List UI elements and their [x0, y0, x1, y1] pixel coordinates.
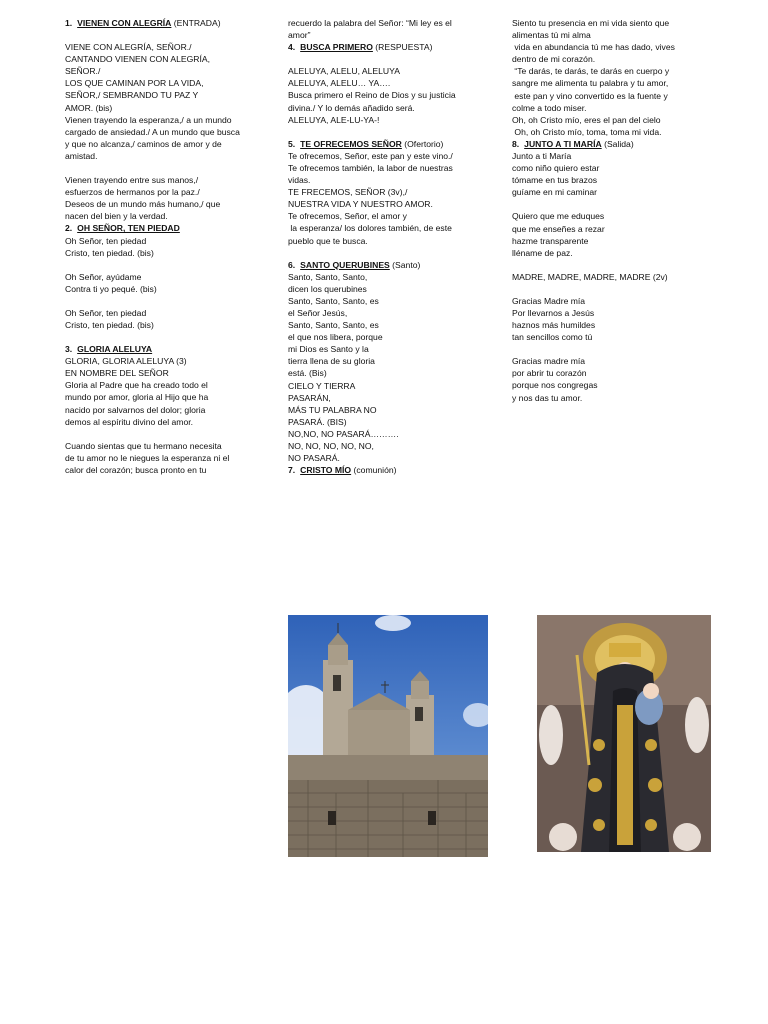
lyric-line: Cristo, ten piedad. (bis): [65, 319, 154, 330]
lyric-line: Deseos de un mundo más humano,/ que: [65, 199, 221, 210]
column-2: [288, 17, 480, 476]
lyric-line: TE FRECEMOS, SEÑOR (3v),/: [288, 187, 408, 198]
spacer: [65, 162, 260, 174]
lyric-line: Oh Señor, ten piedad: [65, 235, 147, 246]
lyric-line: NUESTRA VIDA Y NUESTRO AMOR.: [288, 199, 433, 210]
song-heading: [65, 222, 260, 234]
lyric-line: de tu amor no le niegues la esperanza ni el: [65, 452, 230, 463]
spacer: [65, 259, 260, 271]
lyric-line: recuerdo la palabra del Señor: “Mi ley es el: [288, 18, 452, 28]
lyric-line: esfuerzos de hermanos por la paz./: [65, 187, 200, 198]
song-heading: [512, 138, 712, 150]
spacer: [512, 259, 712, 271]
lyric-line: SEÑOR./: [65, 66, 101, 77]
lyric-line: amor”: [288, 30, 311, 41]
lyric-line: LOS QUE CAMINAN POR LA VIDA,: [65, 78, 204, 89]
song-number: 2.: [65, 223, 73, 234]
lyric-line: Santo, Santo, Santo, es: [288, 295, 379, 306]
lyric-line: Oh, oh Cristo mío, eres el pan del cielo: [512, 114, 661, 125]
song-part-note: (RESPUESTA): [375, 42, 433, 53]
song-number: 1.: [65, 18, 73, 28]
lyric-line: vida en abundancia tú me has dado, vives: [512, 42, 675, 53]
lyric-line: GLORIA, GLORIA ALELUYA (3): [65, 356, 187, 367]
song-title: JUNTO A TI MARÍA: [524, 138, 602, 149]
spacer: [512, 283, 712, 295]
song-number: 8.: [512, 138, 520, 149]
lyric-line: colme a todo miser.: [512, 102, 587, 113]
song-heading: [288, 138, 480, 150]
lyric-line: mi Dios es Santo y la: [288, 344, 369, 355]
column-1: [65, 17, 260, 476]
lyric-line: Santo, Santo, Santo,: [288, 271, 368, 282]
lyric-line: MADRE, MADRE, MADRE, MADRE (2v): [512, 271, 668, 282]
lyric-line: Oh Señor, ten piedad: [65, 307, 147, 318]
lyric-line: Santo, Santo, Santo, es: [288, 320, 379, 331]
lyric-line: y que no alcanza,/ caminos de amor y de: [65, 138, 222, 149]
lyric-line: el Señor Jesús,: [288, 307, 348, 318]
lyric-line: tómame en tus brazos: [512, 175, 598, 186]
spacer: [65, 428, 260, 440]
lyric-line: SEÑOR,/ SEMBRANDO TU PAZ Y: [65, 90, 199, 101]
lyric-line: PASARÁN,: [288, 392, 331, 403]
lyric-line: lléname de paz.: [512, 247, 573, 258]
spacer: [65, 331, 260, 343]
lyric-line: Te ofrecemos, Señor, el amor y: [288, 211, 407, 222]
lyric-line: CANTANDO VIENEN CON ALEGRÍA,: [65, 54, 211, 65]
lyric-line: Vienen trayendo la esperanza,/ a un mundo: [65, 114, 232, 125]
song-number: 6.: [288, 259, 296, 270]
lyric-line: NO,NO, NO PASARÁ……….: [288, 428, 399, 439]
lyric-line: PASARÁ. (BIS): [288, 416, 347, 427]
song-title: VIENEN CON ALEGRÍA: [77, 18, 172, 28]
lyric-line: AMOR. (bis): [65, 102, 113, 113]
lyric-line: como niño quiero estar: [512, 163, 600, 174]
lyric-line: alimentas tú mi alma: [512, 30, 591, 41]
lyric-line: porque nos congregas: [512, 380, 598, 391]
lyric-line: NO PASARÁ.: [288, 453, 340, 464]
lyric-line: cargado de ansiedad./ A un mundo que busca: [65, 126, 240, 137]
virgin-statue-photo: [537, 615, 711, 852]
lyric-line: Cristo, ten piedad. (bis): [65, 247, 154, 258]
lyric-line: tan sencillos como tú: [512, 332, 593, 343]
lyric-line: la esperanza/ los dolores también, de este: [288, 223, 452, 234]
lyric-line: está. (Bis): [288, 368, 327, 379]
lyric-line: MÁS TU PALABRA NO: [288, 404, 377, 415]
lyric-line: Contra ti yo pequé. (bis): [65, 283, 157, 294]
song-part-note: (Ofertorio): [404, 138, 444, 149]
song-title: OH SEÑOR, TEN PIEDAD: [77, 223, 180, 234]
song-heading: [65, 17, 260, 29]
lyric-line: Gloria al Padre que ha creado todo el: [65, 380, 208, 391]
song-number: 5.: [288, 138, 296, 149]
lyric-line: amistad.: [65, 150, 98, 161]
song-title: GLORIA ALELUYA: [77, 344, 153, 355]
lyric-line: pueblo que te busca.: [288, 235, 368, 246]
lyric-line: y nos das tu amor.: [512, 392, 583, 403]
lyric-line: demos al espíritu divino del amor.: [65, 416, 194, 427]
spacer: [288, 126, 480, 138]
song-number: 3.: [65, 344, 73, 355]
lyric-line: VIENE CON ALEGRÍA, SEÑOR./: [65, 42, 192, 53]
lyric-line: ALELUYA, ALELU, ALELUYA: [288, 66, 400, 77]
song-heading: [288, 259, 480, 271]
lyric-line: Te ofrecemos, Señor, este pan y este vino./: [288, 150, 453, 161]
lyric-line: Cuando sientas que tu hermano necesita: [65, 440, 222, 451]
spacer: [65, 295, 260, 307]
spacer: [512, 198, 712, 210]
lyric-line: calor del corazón; busca pronto en tu: [65, 464, 207, 475]
lyric-line: mundo por amor, gloria al Hijo que ha: [65, 392, 209, 403]
lyric-line: Gracias Madre mía: [512, 295, 586, 306]
spacer: [512, 343, 712, 355]
song-part-note: (Santo): [392, 259, 421, 270]
lyric-line: Junto a ti María: [512, 151, 572, 162]
song-part-note: (Salida): [604, 138, 634, 149]
lyric-line: que me enseñes a rezar: [512, 223, 605, 234]
song-title: SANTO QUERUBINES: [300, 259, 390, 270]
lyric-line: nacen del bien y la verdad.: [65, 211, 168, 222]
song-heading: [288, 41, 480, 53]
lyric-line: Gracias madre mía: [512, 356, 586, 367]
spacer: [288, 53, 480, 65]
lyric-line: EN NOMBRE DEL SEÑOR: [65, 368, 169, 379]
song-title: TE OFRECEMOS SEÑOR: [300, 138, 402, 149]
song-title: CRISTO MÍO: [300, 465, 352, 476]
lyric-line: tierra llena de su gloria: [288, 356, 375, 367]
song-part-note: (ENTRADA): [173, 18, 221, 28]
lyric-line: divina./ Y lo demás añadido será.: [288, 102, 415, 113]
lyric-line: Te ofrecemos también, la labor de nuestras: [288, 162, 453, 173]
lyric-line: este pan y vino convertido es la fuente y: [512, 90, 668, 101]
song-title: BUSCA PRIMERO: [300, 42, 373, 53]
spacer: [65, 29, 260, 41]
lyric-line: “Te darás, te darás, te darás en cuerpo y: [512, 66, 670, 77]
lyric-line: por abrir tu corazón: [512, 368, 587, 379]
lyric-line: Oh Señor, ayúdame: [65, 271, 142, 282]
column-3: [512, 17, 712, 404]
song-part-note: (comunión): [353, 465, 397, 476]
lyric-line: vidas.: [288, 175, 311, 186]
lyric-line: Vienen trayendo entre sus manos,/: [65, 175, 199, 186]
lyric-line: ALELUYA, ALELU… YA….: [288, 78, 391, 89]
lyric-line: CIELO Y TIERRA: [288, 380, 356, 391]
lyric-line: sangre me alimenta tu palabra y tu amor,: [512, 78, 669, 89]
song-number: 7.: [288, 465, 296, 476]
lyric-line: Quiero que me eduques: [512, 211, 605, 222]
song-heading: [288, 464, 480, 476]
lyric-line: NO, NO, NO, NO, NO,: [288, 441, 374, 451]
lyric-line: Siento tu presencia en mi vida siento que: [512, 18, 670, 28]
lyric-line: hazme transparente: [512, 235, 589, 246]
lyric-line: el que nos libera, porque: [288, 332, 383, 343]
song-number: 4.: [288, 42, 296, 53]
lyric-line: guíame en mi caminar: [512, 187, 598, 198]
lyric-line: Busca primero el Reino de Dios y su justicia: [288, 90, 456, 101]
lyric-line: nacido por salvarnos del dolor; gloria: [65, 404, 206, 415]
church-photo: [288, 615, 488, 857]
lyric-line: Por llevarnos a Jesús: [512, 307, 595, 318]
lyric-line: dicen los querubines: [288, 283, 367, 294]
lyric-line: dentro de mi corazón.: [512, 54, 596, 65]
spacer: [288, 247, 480, 259]
lyric-line: haznos más humildes: [512, 320, 596, 331]
lyric-line: ALELUYA, ALE-LU-YA-!: [288, 114, 380, 125]
lyric-line: Oh, oh Cristo mío, toma, toma mi vida.: [512, 126, 662, 137]
song-heading: [65, 343, 260, 355]
